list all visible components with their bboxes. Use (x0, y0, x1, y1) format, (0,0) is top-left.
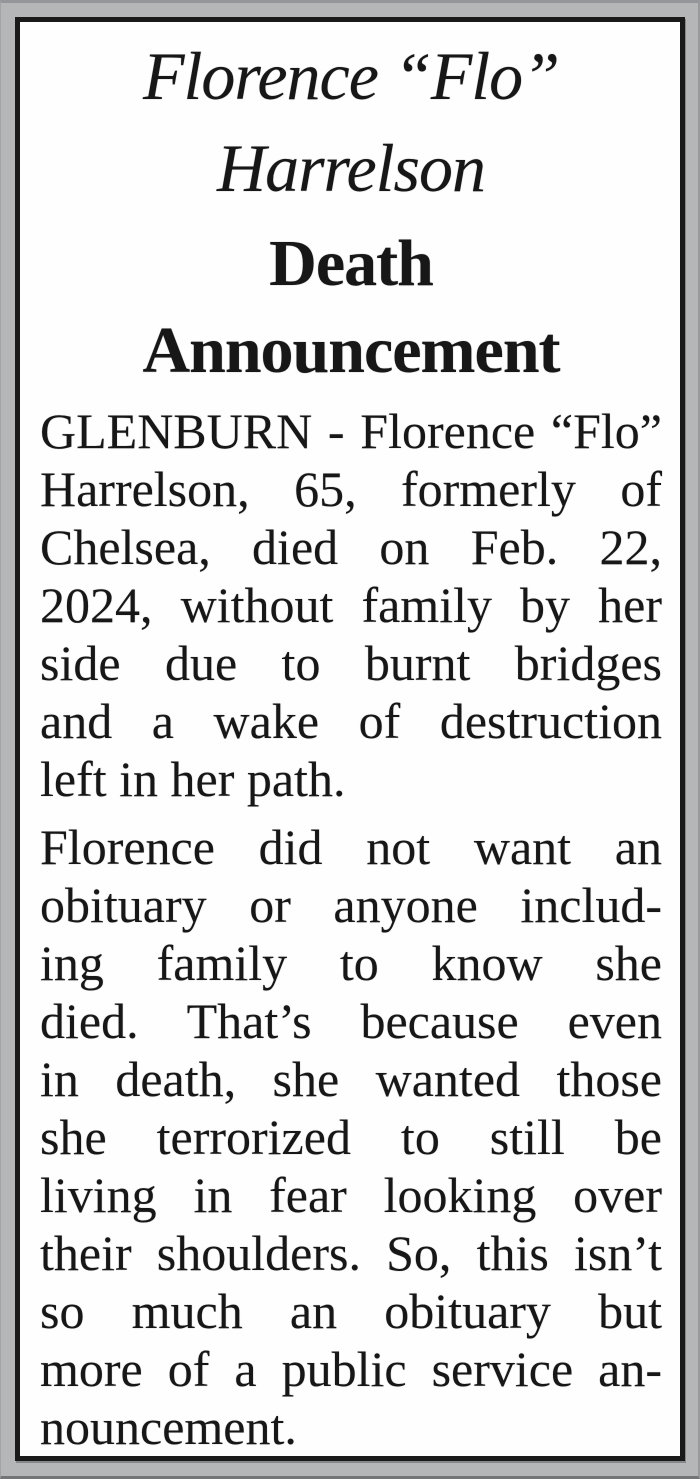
heading-line-1: Death (269, 227, 433, 300)
body-line: living in fear looking over (40, 1167, 662, 1223)
body-line: left in her path. (40, 751, 346, 807)
body-line: GLENBURN - Florence “Flo” (40, 403, 662, 459)
body-line: their shoulders. So, this isn’t (40, 1225, 662, 1281)
body-line: side due to burnt bridges (40, 635, 662, 691)
death-announcement-heading (40, 220, 662, 394)
death-announcement-clipping (15, 17, 685, 1461)
deceased-name-title (40, 30, 662, 214)
body-line: Harrelson, 65, formerly of (40, 461, 662, 517)
body-line: ing family to know she (40, 935, 662, 991)
body-line: so much an obituary but (40, 1283, 662, 1339)
announcement-body (40, 402, 662, 1456)
heading-line-2: Announcement (142, 314, 560, 387)
body-line: and a wake of destruction (40, 693, 662, 749)
body-line: died. That’s because even (40, 993, 662, 1049)
body-paragraph (40, 818, 662, 1456)
body-line: 2024, without family by her (40, 577, 662, 633)
body-line: obituary or anyone includ- (40, 877, 662, 933)
body-paragraph (40, 402, 662, 808)
body-line: more of a public service an- (40, 1341, 662, 1397)
deceased-name-line-2: Harrelson (216, 130, 486, 206)
body-line: she terrorized to still be (40, 1109, 662, 1165)
body-line: Florence did not want an (40, 819, 662, 875)
body-line: nouncement. (40, 1399, 297, 1455)
body-line: in death, she wanted those (40, 1051, 662, 1107)
deceased-name-line-1: Florence “Flo” (143, 38, 559, 114)
body-line: Chelsea, died on Feb. 22, (40, 519, 662, 575)
